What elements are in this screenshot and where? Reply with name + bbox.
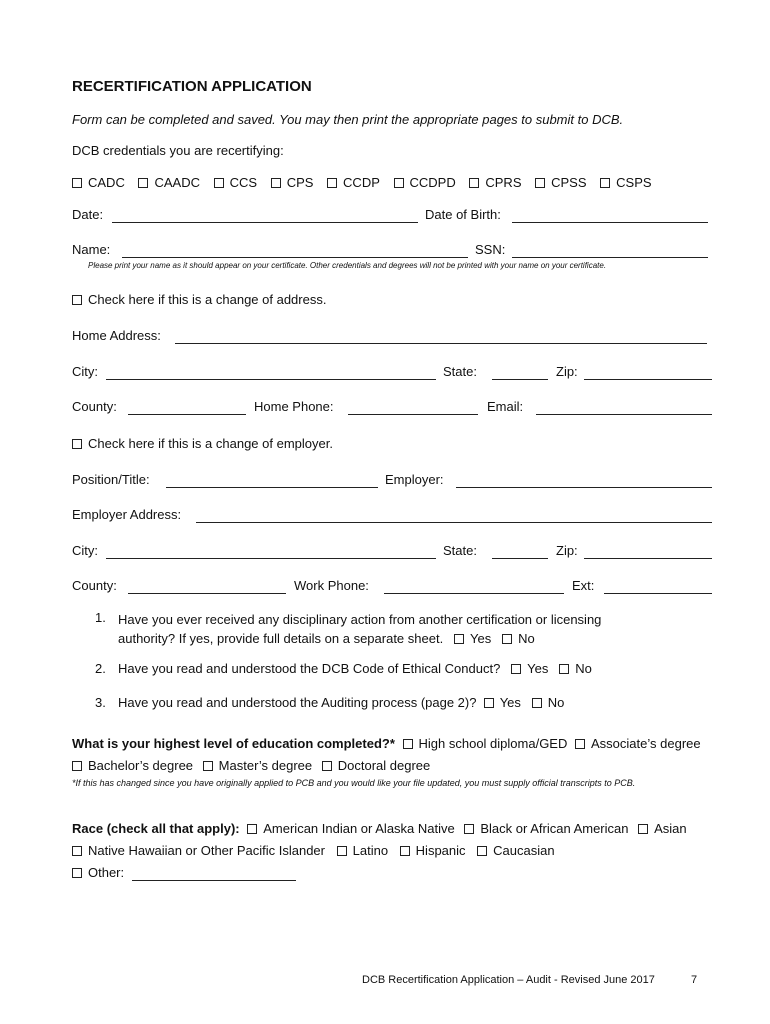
city-input[interactable] xyxy=(106,379,436,380)
question-1: Have you ever received any disciplinary action from another certification or licensing authority? If yes, provide full details on a separate sheet. Yes No xyxy=(118,612,602,646)
race-row-2: Native Hawaiian or Other Pacific Islander Latino Hispanic Caucasian xyxy=(72,843,555,858)
state-label: State: xyxy=(443,364,477,379)
ext-input[interactable] xyxy=(604,593,712,594)
checkbox-other[interactable] xyxy=(72,868,82,878)
county-label: County: xyxy=(72,399,117,414)
checkbox-cprs[interactable] xyxy=(469,178,479,188)
email-input[interactable] xyxy=(536,414,712,415)
race-other-row: Other: xyxy=(72,865,124,880)
employer-city-label: City: xyxy=(72,543,98,558)
employer-address-input[interactable] xyxy=(196,522,712,523)
city-label: City: xyxy=(72,364,98,379)
checkbox-masters[interactable] xyxy=(203,761,213,771)
ssn-input[interactable] xyxy=(512,257,708,258)
education-row-2: Bachelor’s degree Master’s degree Doctoral degree xyxy=(72,758,430,773)
employer-city-input[interactable] xyxy=(106,558,436,559)
checkbox-cadc[interactable] xyxy=(72,178,82,188)
zip-input[interactable] xyxy=(584,379,712,380)
home-phone-label: Home Phone: xyxy=(254,399,334,414)
position-input[interactable] xyxy=(166,487,378,488)
employer-zip-label: Zip: xyxy=(556,543,578,558)
checkbox-associates[interactable] xyxy=(575,739,585,749)
work-phone-input[interactable] xyxy=(384,593,564,594)
zip-label: Zip: xyxy=(556,364,578,379)
state-input[interactable] xyxy=(492,379,548,380)
checkbox-american-indian[interactable] xyxy=(247,824,257,834)
county-input[interactable] xyxy=(128,414,246,415)
form-instructions: Form can be completed and saved. You may then print the appropriate pages to submit to DCB. xyxy=(72,112,624,127)
page-number: 7 xyxy=(691,974,698,986)
education-question: What is your highest level of education completed?* xyxy=(72,736,395,751)
question-2-yes-checkbox[interactable] xyxy=(511,664,521,674)
checkbox-bachelors[interactable] xyxy=(72,761,82,771)
employer-label: Employer: xyxy=(385,472,444,487)
employer-address-label: Employer Address: xyxy=(72,507,182,522)
work-phone-label: Work Phone: xyxy=(294,578,369,593)
employer-change-row: Check here if this is a change of employer. xyxy=(72,436,333,451)
credentials-label: DCB credentials you are recertifying: xyxy=(72,143,284,158)
checkbox-latino[interactable] xyxy=(337,846,347,856)
email-label: Email: xyxy=(487,399,524,414)
dob-label: Date of Birth: xyxy=(425,207,501,222)
race-question: Race (check all that apply): xyxy=(72,821,240,836)
race-other-input[interactable] xyxy=(132,880,296,881)
question-3-yes-checkbox[interactable] xyxy=(484,698,494,708)
question-3: Have you read and understood the Auditing process (page 2)? Yes No xyxy=(118,695,565,710)
checkbox-csps[interactable] xyxy=(600,178,610,188)
checkbox-cpss[interactable] xyxy=(535,178,545,188)
checkbox-ccdpd[interactable] xyxy=(394,178,404,188)
question-3-number: 3. xyxy=(95,695,106,710)
employer-change-checkbox[interactable] xyxy=(72,439,82,449)
checkbox-cps[interactable] xyxy=(271,178,281,188)
checkbox-ccs[interactable] xyxy=(214,178,224,188)
home-address-input[interactable] xyxy=(175,343,707,344)
question-2-no-checkbox[interactable] xyxy=(559,664,569,674)
date-input[interactable] xyxy=(112,222,418,223)
ssn-label: SSN: xyxy=(475,242,506,257)
race-row-1: Race (check all that apply): American Indian or Alaska Native Black or African American Asian xyxy=(72,821,687,836)
date-label: Date: xyxy=(72,207,104,222)
question-3-no-checkbox[interactable] xyxy=(532,698,542,708)
address-change-row: Check here if this is a change of address. xyxy=(72,292,326,307)
checkbox-black[interactable] xyxy=(464,824,474,834)
question-2: Have you read and understood the DCB Code of Ethical Conduct? Yes No xyxy=(118,661,592,676)
name-label: Name: xyxy=(72,242,111,257)
checkbox-asian[interactable] xyxy=(638,824,648,834)
education-note: *If this has changed since you have originally applied to PCB and you would like your file updated, you must supply official transcripts to PCB. xyxy=(72,778,636,788)
checkbox-caadc[interactable] xyxy=(138,178,148,188)
credentials-list: CADC CAADC CCS CPS CCDP CCDPD CPRS CPSS CSPS xyxy=(72,175,662,190)
question-1-number: 1. xyxy=(95,610,106,625)
page-title: RECERTIFICATION APPLICATION xyxy=(72,78,312,95)
employer-zip-input[interactable] xyxy=(584,558,712,559)
home-address-label: Home Address: xyxy=(72,328,161,343)
question-2-number: 2. xyxy=(95,661,106,676)
footer-text: DCB Recertification Application – Audit - Revised June 2017 xyxy=(362,974,655,986)
employer-state-input[interactable] xyxy=(492,558,548,559)
address-change-checkbox[interactable] xyxy=(72,295,82,305)
education-row-1: What is your highest level of education completed?* High school diploma/GED Associate’s degree xyxy=(72,736,701,751)
employer-state-label: State: xyxy=(443,543,477,558)
checkbox-high-school[interactable] xyxy=(403,739,413,749)
checkbox-native-hawaiian[interactable] xyxy=(72,846,82,856)
home-phone-input[interactable] xyxy=(348,414,478,415)
checkbox-doctoral[interactable] xyxy=(322,761,332,771)
question-1-yes-checkbox[interactable] xyxy=(454,634,464,644)
employer-county-label: County: xyxy=(72,578,117,593)
name-note: Please print your name as it should appear on your certificate. Other credentials and degrees will not be printed with your name on your certificate. xyxy=(88,261,607,270)
checkbox-hispanic[interactable] xyxy=(400,846,410,856)
ext-label: Ext: xyxy=(572,578,595,593)
employer-input[interactable] xyxy=(456,487,712,488)
dob-input[interactable] xyxy=(512,222,708,223)
name-input[interactable] xyxy=(122,257,468,258)
checkbox-ccdp[interactable] xyxy=(327,178,337,188)
position-label: Position/Title: xyxy=(72,472,150,487)
employer-county-input[interactable] xyxy=(128,593,286,594)
checkbox-caucasian[interactable] xyxy=(477,846,487,856)
question-1-no-checkbox[interactable] xyxy=(502,634,512,644)
